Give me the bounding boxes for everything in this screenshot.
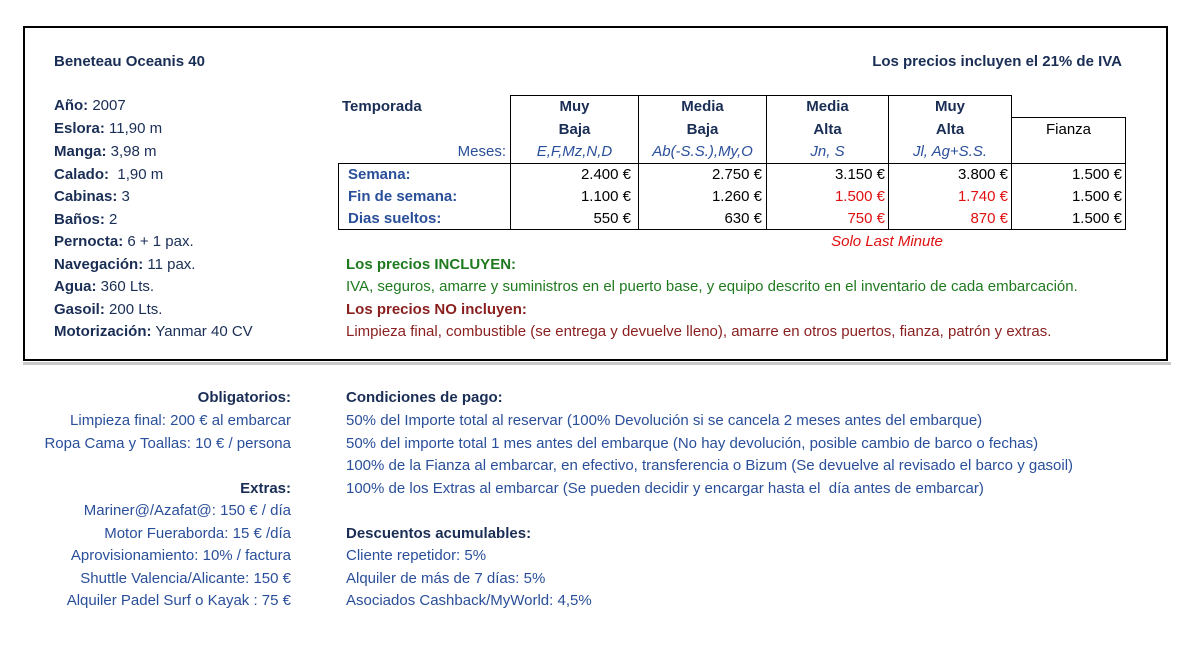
season-col-4-line2: Alta — [935, 121, 965, 138]
frame-shadow — [23, 362, 1171, 365]
list-item: 50% del Importe total al reservar (100% Devolución si se cancela 2 meses antes del embarque) — [346, 412, 983, 429]
price-cell: 1.260 € — [711, 188, 762, 205]
spec-length: Eslora: 11,90 m — [54, 120, 163, 137]
season-col-1-line2: Baja — [558, 121, 591, 138]
spec-draft: Calado: 1,90 m — [54, 166, 164, 183]
months-label: Meses: — [457, 143, 506, 160]
last-minute-note: Solo Last Minute — [831, 233, 943, 250]
spec-bathrooms: Baños: 2 — [54, 211, 118, 228]
season-col-2-line1: Media — [681, 98, 724, 115]
table-border — [1012, 117, 1126, 118]
vat-note: Los precios incluyen el 21% de IVA — [872, 53, 1122, 70]
season-label: Temporada — [342, 98, 422, 115]
season-col-2-line2: Baja — [686, 121, 719, 138]
price-cell-highlight: 1.500 € — [834, 188, 885, 205]
price-cell-highlight: 750 € — [847, 210, 885, 227]
price-cell: 3.800 € — [957, 166, 1008, 183]
includes-title: Los precios INCLUYEN: — [346, 256, 517, 273]
list-item: Alquiler Padel Surf o Kayak : 75 € — [66, 592, 291, 609]
table-border — [338, 229, 1126, 230]
list-item: Mariner@/Azafat@: 150 € / día — [83, 502, 291, 519]
spec-water: Agua: 360 Lts. — [54, 278, 155, 295]
season-col-3-line1: Media — [806, 98, 849, 115]
list-item: Aprovisionamiento: 10% / factura — [70, 547, 291, 564]
season-col-4-line1: Muy — [935, 98, 965, 115]
season-col-4-months: Jl, Ag+S.S. — [912, 143, 988, 160]
season-col-2-months: Ab(-S.S.),My,O — [652, 143, 753, 160]
spec-diesel: Gasoil: 200 Lts. — [54, 301, 163, 318]
price-cell: 2.400 € — [580, 166, 631, 183]
includes-text: IVA, seguros, amarre y suministros en el puerto base, y equipo descrito en el inventario de cada embarcación. — [346, 278, 1078, 295]
list-item: 100% de los Extras al embarcar (Se pueden decidir y encargar hasta el día antes de embarcar) — [346, 480, 984, 497]
price-cell: 3.150 € — [834, 166, 885, 183]
list-item: Ropa Cama y Toallas: 10 € / persona — [44, 435, 291, 452]
list-item: Cliente repetidor: 5% — [346, 547, 487, 564]
list-item: 50% del importe total 1 mes antes del embarque (No hay devolución, posible cambio de barco o fechas) — [346, 435, 1039, 452]
season-col-3-months: Jn, S — [810, 143, 845, 160]
list-item: Asociados Cashback/MyWorld: 4,5% — [346, 592, 592, 609]
price-cell-highlight: 870 € — [970, 210, 1008, 227]
row-label: Semana: — [348, 166, 411, 183]
spec-year: Año: 2007 — [54, 97, 126, 114]
excludes-text: Limpieza final, combustible (se entrega y devuelve lleno), amarre en otros puertos, fianza, patrón y extras. — [346, 323, 1052, 340]
row-label: Fin de semana: — [348, 188, 458, 205]
table-border — [338, 163, 339, 230]
table-border — [338, 163, 1126, 164]
table-border — [510, 95, 1012, 96]
price-cell: 2.750 € — [711, 166, 762, 183]
spec-beam: Manga: 3,98 m — [54, 143, 157, 160]
deposit-cell: 1.500 € — [1071, 188, 1122, 205]
spec-cabins: Cabinas: 3 — [54, 188, 130, 205]
spec-navigation: Navegación: 11 pax. — [54, 256, 196, 273]
price-cell: 550 € — [593, 210, 631, 227]
price-cell: 1.100 € — [580, 188, 631, 205]
table-border — [1125, 117, 1126, 230]
list-item: Shuttle Valencia/Alicante: 150 € — [80, 570, 291, 587]
list-item: 100% de la Fianza al embarcar, en efectivo, transferencia o Bizum (Se devuelve al revisado el barco y gasoil) — [346, 457, 1074, 474]
discounts-title: Descuentos acumulables: — [346, 525, 532, 542]
list-item: Limpieza final: 200 € al embarcar — [70, 412, 291, 429]
extras-title: Extras: — [240, 480, 291, 497]
price-cell: 630 € — [724, 210, 762, 227]
deposit-header: Fianza — [1045, 121, 1092, 138]
mandatory-title: Obligatorios: — [197, 389, 291, 406]
season-col-3-line2: Alta — [813, 121, 842, 138]
payment-title: Condiciones de pago: — [346, 389, 503, 406]
list-item: Motor Fueraborda: 15 € /día — [104, 525, 291, 542]
boat-model-title: Beneteau Oceanis 40 — [54, 53, 205, 70]
deposit-cell: 1.500 € — [1071, 166, 1122, 183]
list-item: Alquiler de más de 7 días: 5% — [346, 570, 546, 587]
price-cell-highlight: 1.740 € — [957, 188, 1008, 205]
deposit-cell: 1.500 € — [1071, 210, 1122, 227]
spec-overnight: Pernocta: 6 + 1 pax. — [54, 233, 194, 250]
spec-engine: Motorización: Yanmar 40 CV — [54, 323, 253, 340]
excludes-title: Los precios NO incluyen: — [346, 301, 527, 318]
season-col-1-months: E,F,Mz,N,D — [536, 143, 613, 160]
season-col-1-line1: Muy — [559, 98, 590, 115]
row-label: Dias sueltos: — [348, 210, 442, 227]
